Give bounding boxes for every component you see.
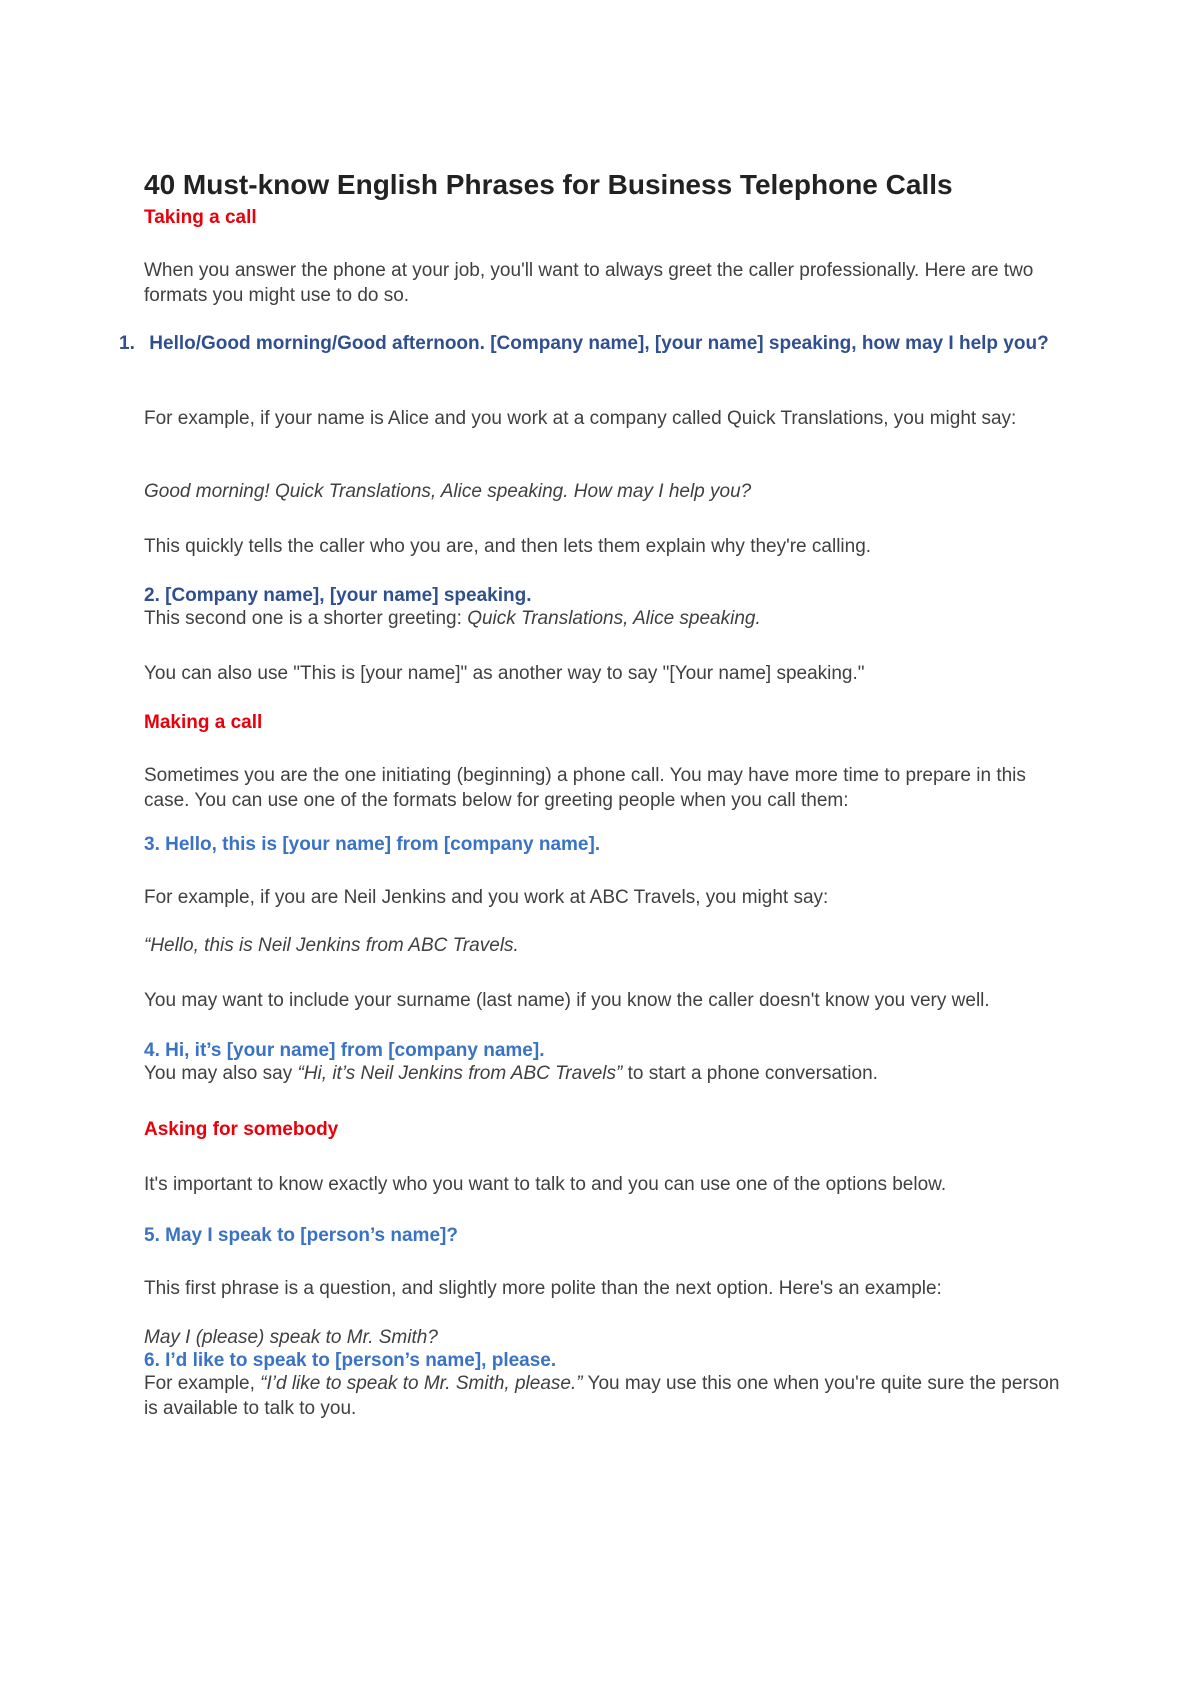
paragraph-phrase-3-example-intro: For example, if you are Neil Jenkins and you work at ABC Travels, you might say: xyxy=(144,887,829,908)
phrase-3: 3. Hello, this is [your name] from [company name]. xyxy=(144,834,601,855)
phrase-4-example: “Hi, it’s Neil Jenkins from ABC Travels” xyxy=(297,1063,623,1084)
section-heading-asking-for-somebody: Asking for somebody xyxy=(144,1119,339,1140)
paragraph-phrase-4 xyxy=(144,1061,1064,1086)
phrase-4: 4. Hi, it’s [your name] from [company name]. xyxy=(144,1040,545,1061)
phrase-6-example: “I’d like to speak to Mr. Smith, please.” xyxy=(260,1373,583,1394)
paragraph-phrase-2-note: You can also use "This is [your name]" as another way to say "[Your name] speaking." xyxy=(144,663,865,684)
phrase-2: 2. [Company name], [your name] speaking. xyxy=(144,585,532,606)
paragraph-phrase-3-note: You may want to include your surname (last name) if you know the caller doesn't know you very well. xyxy=(144,990,990,1011)
paragraph-phrase-5-explain: This first phrase is a question, and slightly more polite than the next option. Here's an example: xyxy=(144,1278,942,1299)
paragraph-taking-intro: When you answer the phone at your job, you'll want to always greet the caller professionally. Here are two formats you might use to do so. xyxy=(144,260,1034,306)
phrase-6: 6. I’d like to speak to [person’s name], please. xyxy=(144,1350,557,1371)
paragraph-asking-intro: It's important to know exactly who you want to talk to and you can use one of the options below. xyxy=(144,1174,947,1195)
phrase-2-example: Quick Translations, Alice speaking. xyxy=(467,608,761,629)
paragraph-phrase-1-explain: This quickly tells the caller who you are, and then lets them explain why they're calling. xyxy=(144,536,872,557)
example-phrase-3: “Hello, this is Neil Jenkins from ABC Travels. xyxy=(144,935,519,956)
phrase-4-tail: to start a phone conversation. xyxy=(622,1063,878,1084)
phrase-1-text: Hello/Good morning/Good afternoon. [Company name], [your name] speaking, how may I help you? xyxy=(149,333,1049,354)
phrase-6-tail: You may use this one when you're quite sure the person is available to talk to you. xyxy=(144,1373,1060,1419)
section-heading-taking-a-call: Taking a call xyxy=(144,207,257,228)
document-title: 40 Must-know English Phrases for Business Telephone Calls xyxy=(144,169,953,200)
paragraph-making-intro: Sometimes you are the one initiating (beginning) a phone call. You may have more time to prepare in this case. You can use one of the formats below for greeting people when you call them: xyxy=(144,765,1026,811)
paragraph-phrase-1-example-intro: For example, if your name is Alice and you work at a company called Quick Translations, you might say: xyxy=(144,408,1017,429)
example-phrase-5: May I (please) speak to Mr. Smith? xyxy=(144,1327,438,1348)
paragraph-phrase-6 xyxy=(144,1371,1064,1421)
example-phrase-1: Good morning! Quick Translations, Alice speaking. How may I help you? xyxy=(144,481,752,502)
phrase-1: 1. Hello/Good morning/Good afternoon. [Company name], [your name] speaking, how may I help you? xyxy=(119,333,1049,354)
section-heading-making-a-call: Making a call xyxy=(144,712,263,733)
phrase-6-lead: For example, xyxy=(144,1373,261,1394)
phrase-5: 5. May I speak to [person’s name]? xyxy=(144,1225,458,1246)
phrase-4-lead: You may also say xyxy=(144,1063,298,1084)
phrase-2-lead: This second one is a shorter greeting: xyxy=(144,608,468,629)
paragraph-phrase-2 xyxy=(144,606,1064,631)
